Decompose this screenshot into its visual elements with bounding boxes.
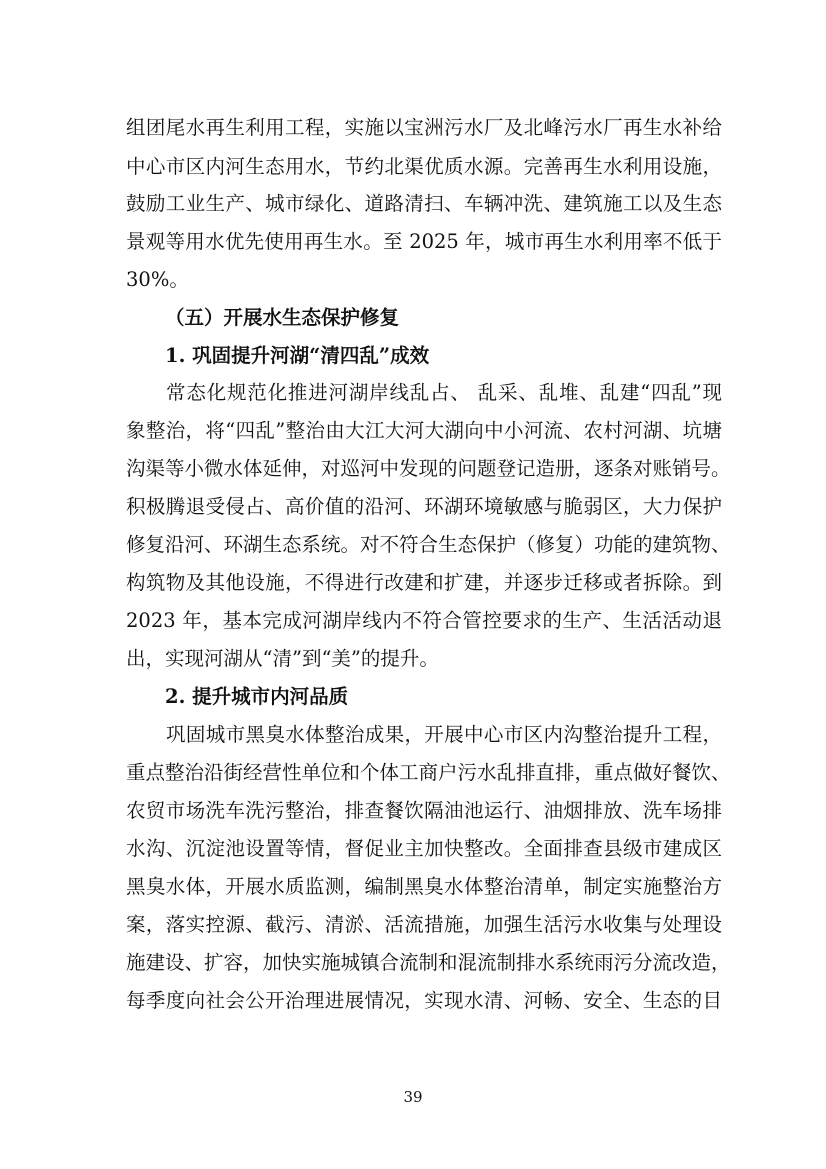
paragraph-line: 重点整治沿街经营性单位和个体工商户污水乱排直排，重点做好餐饮、 [126,761,731,784]
paragraph-line: 沟渠等小微水体延伸，对巡河中发现的问题登记造册，逐条对账销号。 [126,457,731,480]
paragraph-line: 巩固城市黑臭水体整治成果，开展中心市区内沟整治提升工程， [166,723,722,746]
paragraph-line: 修复沿河、环湖生态系统。对不符合生态保护（修复）功能的建筑物、 [126,533,731,556]
paragraph-line: 鼓励工业生产、城市绿化、道路清扫、车辆冲洗、建筑施工以及生态 [126,192,722,215]
paragraph-line: 景观等用水优先使用再生水。至 2025 年，城市再生水利用率不低于 [126,230,722,253]
paragraph-line: 农贸市场洗车洗污整治，排查餐饮隔油池运行、油烟排放、洗车场排 [126,799,722,822]
paragraph-line: 黑臭水体，开展水质监测，编制黑臭水体整治清单，制定实施整治方 [126,875,722,898]
section-heading: 2. 提升城市内河品质 [165,685,349,708]
paragraph-line: 出，实现河湖从“清”到“美”的提升。 [126,647,439,670]
paragraph-line: 中心市区内河生态用水，节约北渠优质水源。完善再生水利用设施， [126,155,722,178]
section-heading: 1. 巩固提升河湖“清四乱”成效 [165,344,430,367]
paragraph-line: 30%。 [126,268,189,291]
paragraph-line: 水沟、沉淀池设置等情，督促业主加快整改。全面排查县级市建成区 [126,837,722,860]
paragraph-line: 2023 年，基本完成河湖岸线内不符合管控要求的生产、生活活动退 [126,609,722,632]
paragraph-line: 常态化规范化推进河湖岸线乱占、 乱采、乱堆、乱建“四乱”现 [166,381,722,404]
paragraph-line: 积极腾退受侵占、高价值的沿河、环湖环境敏感与脆弱区，大力保护 [126,495,722,518]
paragraph-line: 施建设、扩容，加快实施城镇合流制和混流制排水系统雨污分流改造， [126,951,731,974]
section-heading: （五）开展水生态保护修复 [165,306,400,329]
paragraph-line: 组团尾水再生利用工程，实施以宝洲污水厂及北峰污水厂再生水补给 [126,116,722,139]
paragraph-line: 象整治，将“四乱”整治由大江大河大湖向中小河流、农村河湖、坑塘 [126,419,722,442]
paragraph-line: 案，落实控源、截污、清淤、活流措施，加强生活污水收集与处理设 [126,913,722,936]
paragraph-line: 构筑物及其他设施，不得进行改建和扩建，并逐步迁移或者拆除。到 [126,571,722,594]
paragraph-line: 每季度向社会公开治理进展情况，实现水清、河畅、安全、生态的目 [126,989,722,1012]
page-number: 39 [403,1088,423,1106]
